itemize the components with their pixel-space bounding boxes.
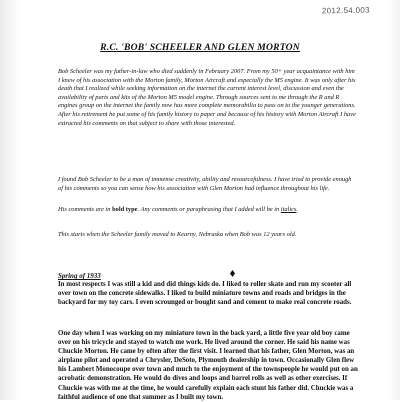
- intro-paragraph-2: I found Bob Scheeler to be a man of immense creativity, ability and resourcefulness. I have tried to provide enough of his comments so you can sense how his association with Glen Morton had influence throughout his life.: [58, 176, 352, 192]
- body-paragraph-2: One day when I was working on my miniature town in the back yard, a little five year old boy came over on his tricycle and stayed to watch me work. He lived around the corner. He said his name was Chuckie Morton. He came by often after the first visit. I learned that his father, Glen Morton, was an airplane pilot and operated a Chrysler, DeSoto, Plymouth dealership in town. Occasionally Glen flew his Lambert Monocoupe over town and much to the enjoyment of the townspeople he would put on an acrobatic demonstration. He would do dives and loops and barrel rolls as well as other exercises. If Chuckie was with me at the time, he would carefully explain each stunt his father did. Chuckie was a faithful audience of one that summer as I built my town.: [58, 330, 358, 401]
- intro-paragraph-1: Bob Scheeler was my father-in-law who died suddenly in February 2007. From my 50+ year acquaintance with him I knew of his association with the Morton family, Morton Aircraft and especially the M5 engine. It was only after his death that I realized while seeking information on the internet the current interest level, discussion and even the availability of parts and kits of the Morton M5 model engine. Through sources sent to me through the R and R engines group on the internet the family now has more complete memorabilia to pass on to the younger generations. After his retirement he put some of his family history to paper and because of his history with Morton Aircraft I have extracted his comments on that subject to share with those interested.: [58, 68, 356, 127]
- body-paragraph-1: In most respects I was still a kid and did things kids do. I liked to roller skate and run my scooter all over town on the concrete sidewalks. I liked to build miniature towns and roads and bridges in the backyard for my toy cars. I even scrounged or bought sand and cement to make real concrete roads.: [58, 281, 352, 307]
- diamond-bullet-icon: [230, 270, 235, 277]
- intro-p3-text-a: His comments are in: [58, 206, 113, 213]
- catalog-stamp: 2012.54.003: [322, 5, 371, 16]
- intro-p3-bold-type: bold type: [112, 206, 138, 213]
- intro-paragraph-3: [58, 206, 358, 215]
- intro-p3-text-c: .: [296, 206, 299, 213]
- section-heading: Spring of 1933: [58, 272, 101, 280]
- intro-p3-text-b: . Any comments or paraphrasing that I added will be in: [137, 206, 281, 213]
- intro-p3-italics-word: italics: [280, 206, 297, 213]
- document-title: R.C. 'BOB' SCHEELER AND GLEN MORTON: [100, 42, 300, 53]
- intro-paragraph-4: This starts when the Scheeler family moved to Kearny, Nebraska when Bob was 12 years old.: [58, 231, 297, 238]
